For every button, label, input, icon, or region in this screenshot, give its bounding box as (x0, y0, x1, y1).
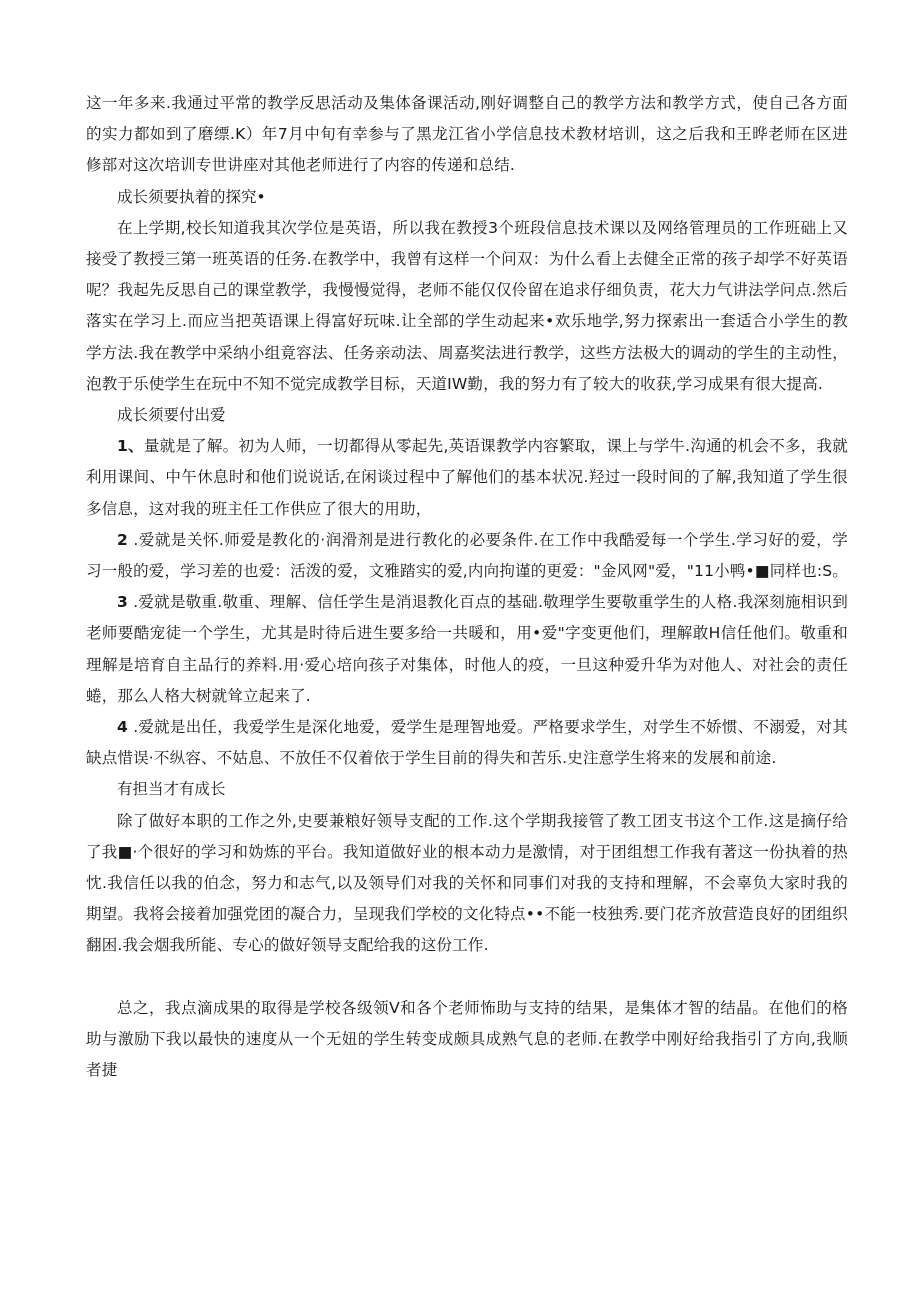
paragraph-gap (86, 962, 848, 993)
list-item-text: .爱就是敬重.敬重、理解、信任学生是消退教化百点的基础.敬理学生要敬重学生的人格.我深刻施相识到老师要酷宠徒一个学生，尤其是时待后进生要多给一共暖和，用•爱"字变更他们，理解敢H信任他们。敬重和理解是培育自主品行的养料.用·爱心培向孩子对集体，时他人的疫，一旦这种爱升华为对他人、对社会的责任蜷，那么人格大树就耸立起来了. (86, 593, 848, 705)
document-page (86, 88, 848, 1086)
heading-love: 成长须要付出爱 (117, 406, 226, 425)
list-item-respect (86, 587, 848, 712)
list-item-text: .爱就是出任，我爱学生是深化地爱，爱学生是理智地爱。严格要求学生，对学生不娇惯、不溺爱，对其缺点惜误·不纵容、不姑息、不放任不仅着依于学生目前的得失和苦乐.史注意学生将来的发展和前途. (86, 718, 848, 768)
list-number: 4 (117, 718, 128, 737)
list-number: 2 (117, 530, 128, 549)
paragraph-conclusion: 总之，我点滴成果的取得是学校各级领V和各个老师怖助与支持的结果，是集体才智的结晶。在他们的格助与激励下我以最快的速度从一个无妞的学生转变成颇具成熟气息的老师.在教学中刚好给我指引了方向,我顺者捷 (86, 998, 848, 1080)
list-item-understanding (86, 431, 848, 525)
paragraph-english-teaching: 在上学期,校长知道我其次学位是英语，所以我在教授3个班段信息技术课以及网络管理员的工作班础上又接受了教授三第一班英语的任务.在教学中，我曾有这样一个问双：为什么看上去健全正常的孩子却学不好英语呢？我起先反思自己的课堂教学，我慢慢觉得，老师不能仅仅伶留在追求仔细负责，花大力气讲法学问点.然后落实在学习上.而应当把英语课上得富好玩味.让全部的学生动起来•欢乐地学,努力探索出一套适合小学生的教学方法.我在教学中采纳小组竟容法、任务亲动法、周嘉奖法进行教学，这些方法极大的调动的学生的主动性，泡教于乐使学生在玩中不知不觉完成教学目标，天道IW勤，我的努力有了较大的收获,学习成果有很大提高. (86, 218, 848, 393)
list-item-responsibility (86, 712, 848, 774)
list-number: 1、 (117, 437, 144, 456)
heading-exploration: 成长须要执着的探究• (117, 187, 266, 206)
list-item-text: 量就是了解。初为人师，一切都得从零起先,英语课教学内容繁取，课上与学牛.沟通的机会不多，我就利用课间、中午休息时和他们说说话,在闲谈过程中了解他们的基本状况.羟过一段时间的了解,我知道了学生很多信息，这对我的班主任工作供应了很大的用助， (86, 437, 848, 518)
list-number: 3 (117, 593, 128, 612)
paragraph-league-work: 除了做好本职的工作之外,史要兼粮好领导支配的工作.这个学期我接管了教工团支书这个工作.这是摘仔给了我■·个很好的学习和妫炼的平台。我知道做好业的根本动力是激情，对于团组想工作我有著这一份执着的热忱.我信任以我的伯念，努力和志气,以及领导们对我的关怀和同事们对我的支持和理解，不会辜负大家时我的期望。我将会接着加强党团的凝合力，呈现我们学校的文化特点••不能一枝独秀.要门花齐放营造良好的团组织翻困.我会烟我所能、专心的做好领导支配给我的这份工作. (86, 811, 848, 955)
list-item-care (86, 525, 848, 587)
list-item-text: .爱就是关怀.师爱是教化的·润滑剂是进行教化的必要条件.在工作中我酷爱每一个学生.学习好的爱，学习一般的爱，学习差的也爱：活泼的爱，文雅踏实的爱,内向拘谨的更爱："金风网"爱，"11小鸭•■同样也:S。 (86, 530, 848, 581)
paragraph-reflection: 这一年多来.我通过平常的教学反思活动及集体备课活动,刚好调整自己的教学方法和教学方式，使自己各方面的实力都如到了磨缥.K）年7月中旬有幸参与了黑龙江省小学信息技术教材培训，这之后我和王晔老师在区进修部对这次培训专世讲座对其他老师进行了内容的传递和总结. (86, 94, 848, 175)
heading-responsibility-growth: 有担当才有成长 (117, 780, 226, 799)
